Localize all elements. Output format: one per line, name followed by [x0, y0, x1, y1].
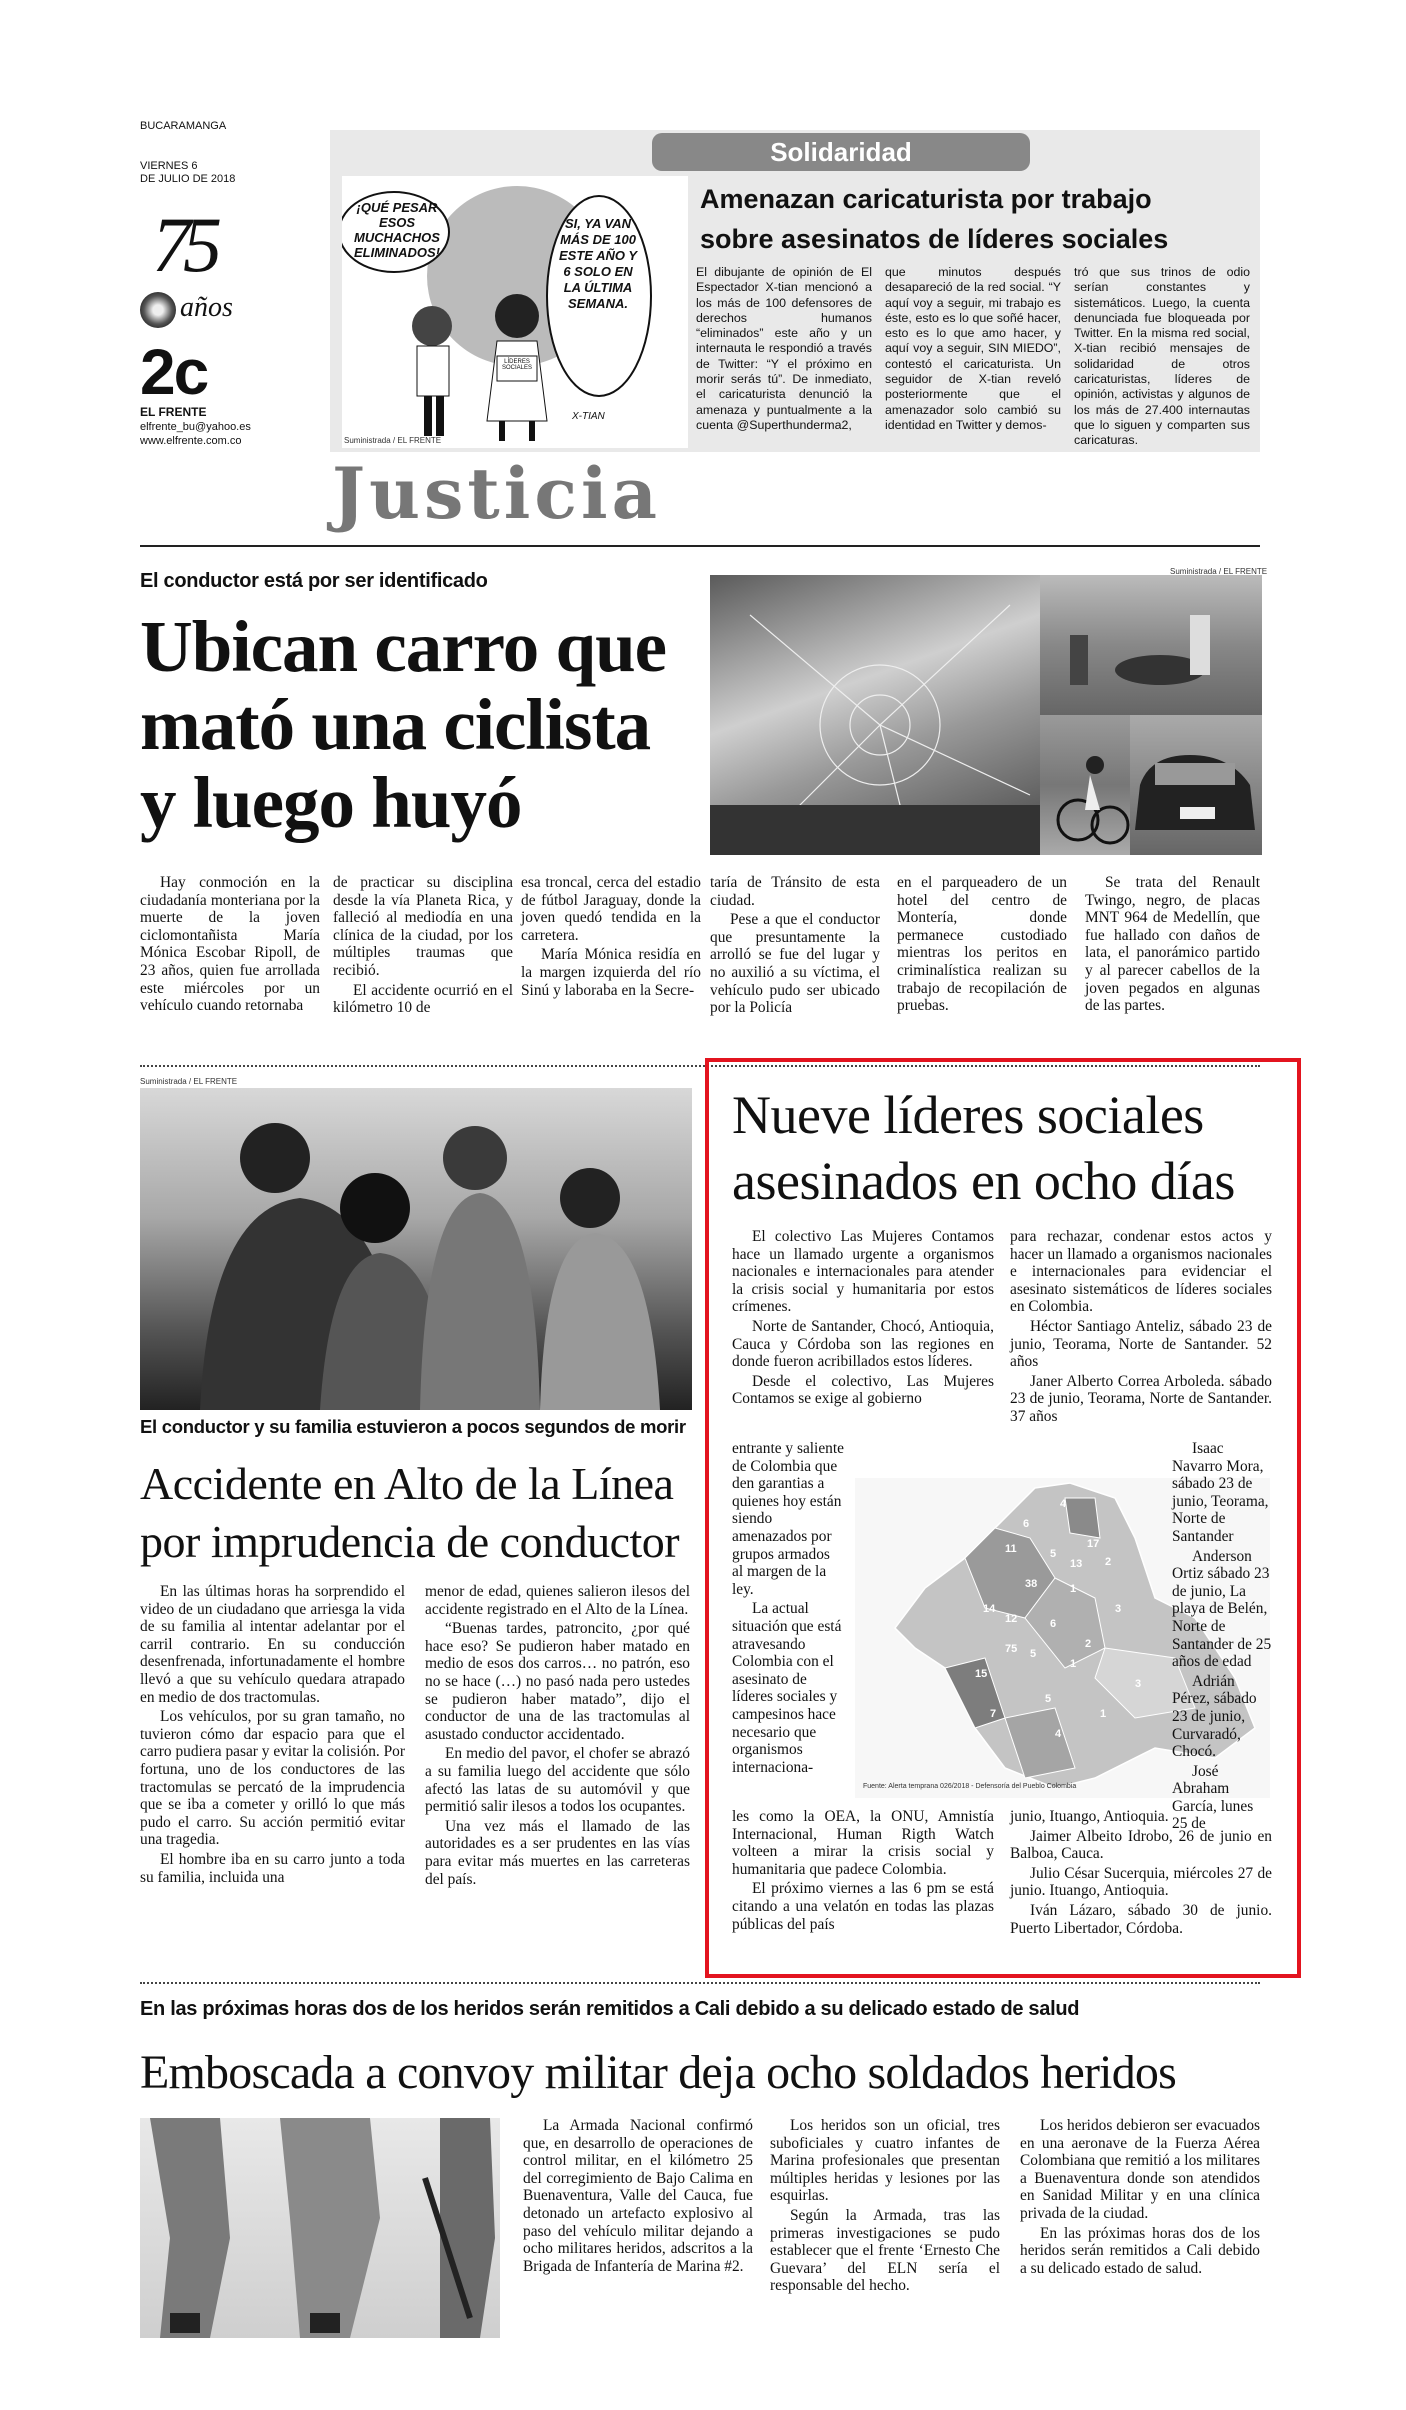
- ciclista-col-6-p1: Se trata del Renault Twingo, negro, de placas MNT 964 de Medellín, que fue hallado con daños de lata, el panorámico partido y al parecer cabellos de la joven pegados en algunas de las partes.: [1085, 874, 1260, 1015]
- lideres-col-2-p7: Iván Lázaro, sábado 30 de junio. Puerto Libertador, Córdoba.: [1010, 1901, 1272, 1937]
- map-label: 6: [1023, 1518, 1030, 1530]
- date-line-2: DE JULIO DE 2018: [140, 173, 236, 185]
- accidente-col-1-p3: El hombre iba en su carro junto a toda su familia, incluida una: [140, 1850, 405, 1886]
- map-label: 14: [983, 1603, 996, 1615]
- bubble-left-text: ¡QUÉ PESAR ESOS MUCHACHOS ELIMINADOS!: [354, 200, 440, 260]
- map-label: 5: [1045, 1693, 1052, 1705]
- accidente-col-2-p1: menor de edad, quienes salieron ilesos del accidente registrado en el Alto de la Línea.: [425, 1583, 690, 1618]
- divider-emboscada: [140, 1982, 1260, 1984]
- bubble-right-text: SI, YA VAN MÁS DE 100 ESTE AÑO Y 6 SOLO EN LA ÚLTIMA SEMANA.: [558, 216, 638, 311]
- lideres-col-2-p5: Jaimer Albeito Idrobo, 26 de junio en Balboa, Cauca.: [1010, 1827, 1272, 1863]
- map-label: 75: [1005, 1643, 1018, 1655]
- date-line-1: VIERNES 6: [140, 160, 198, 172]
- ciclista-photo-credit: Suministrada / EL FRENTE: [1170, 567, 1268, 576]
- lideres-col-1-wrap-p1: entrante y saliente de Colombia que den garantias a quienes hoy están siendo amenazados por grupos armados al margen de la ley.: [732, 1440, 844, 1598]
- accidente-kicker: El conductor y su familia estuvieron a pocos segundos de morir: [140, 1416, 686, 1437]
- cartoon: [342, 176, 688, 448]
- ciclista-col-1-p1: Hay conmoción en la ciudadanía monteriana por la muerte de la joven ciclomontañista María Mónica Escobar Ripoll, de 23 años, quien fue arrollada este miércoles por un vehículo cuando retornaba: [140, 874, 320, 1015]
- map-label: 1: [1070, 1583, 1077, 1595]
- ciclista-col-2-p2: El accidente ocurrió en el kilómetro 10 de: [333, 981, 513, 1017]
- ciclista-headline-line-3: y luego huyó: [140, 762, 522, 843]
- emboscada-col-3-p1: Los heridos debieron ser evacuados en una aeronave de la Fuerza Aérea Colombiana que remitió a los militares a Buenaventura donde son atendidos en Sanidad Militar y en una clínica privada de la ciudad.: [1020, 2117, 1260, 2222]
- accidente-col-1: [140, 1583, 405, 1888]
- emboscada-col-3-p2: En las próximas horas dos de los heridos serán remitidos a Cali debido a su delicado estado de salud.: [1020, 2224, 1260, 2277]
- lideres-col-2-bottom: [1010, 1808, 1272, 1939]
- lideres-col-1-top: [732, 1228, 994, 1410]
- solidaridad-col-3: tró que sus trinos de odio serían constantes y sistemáticos. Luego, la cuenta denunciada fue bloqueada por Twitter. En la misma red social, X-tian recibió mensajes de solidaridad de otros caricaturistas, líderes de opinión, activistas y algunos de los más de 27.400 internautas que lo siguen y comparten sus caricaturas.: [1074, 265, 1250, 448]
- solidaridad-col-1: El dibujante de opinión de El Espectador X-tian mencionó a los más de 100 defensores de derechos humanos “eliminados” este año y un internauta le respondió a través de Twitter: “Y el próximo en morir serás tú”. De inmediato, el caricaturista denunció la amenaza y puntualmente a la cuenta @Superthunderma2,: [696, 265, 872, 432]
- accidente-headline-line-2: por imprudencia de conductor: [140, 1516, 680, 1567]
- lideres-col-2-p1: para rechazar, condenar estos actos y hacer un llamado a organismos nacionales e internacionales para evidenciar el asesinato sistemáticos de líderes sociales en Colombia.: [1010, 1228, 1272, 1316]
- anniversary-dots: [140, 292, 176, 328]
- paper-name: EL FRENTE: [140, 405, 207, 419]
- emboscada-col-3: [1020, 2117, 1260, 2279]
- ciclista-photo-car: [1130, 715, 1262, 855]
- cartoon-signature: X-TIAN: [572, 411, 605, 422]
- anniversary-word: años: [180, 292, 233, 323]
- map-label: 38: [1025, 1578, 1038, 1590]
- lideres-col-2-wrap-p2: Anderson Ortiz sábado 23 de junio, La playa de Belén, Norte de Santander de 25 años de edad: [1172, 1547, 1272, 1671]
- accidente-col-2-p4: Una vez más el llamado de las autoridades es a ser prudentes en las vías para evitar más muertes en las carreteras del país.: [425, 1817, 690, 1888]
- map-label: 12: [1005, 1613, 1018, 1625]
- lideres-col-2-wrap-p4: José Abraham García, lunes 25 de: [1172, 1762, 1254, 1833]
- lideres-col-1-wrap: [732, 1440, 844, 1778]
- lideres-col-2-wrap-p3: Adrián Pérez, sábado 23 de junio, Curvaradó, Chocó.: [1172, 1672, 1257, 1761]
- paper-website: www.elfrente.com.co: [140, 435, 242, 447]
- ciclista-col-6: [1085, 874, 1260, 1017]
- ciclista-photo-cyclist: [1040, 715, 1130, 855]
- ciclista-col-2-p1: de practicar su disciplina desde la vía Planeta Rica, y falleció al mediodía en una clínica de la ciudad, por los múltiples traumas que recibió.: [333, 874, 513, 979]
- ciclista-headline-line-2: mató una ciclista: [140, 684, 651, 765]
- solidaridad-headline-1: Amenazan caricaturista por trabajo: [700, 184, 1152, 214]
- map-label: 5: [1050, 1548, 1057, 1560]
- lideres-col-1-p4: les como la OEA, la ONU, Amnistía Internacional, Human Rigth Watch volteen a mirar la crisis social y humanitaria que padece Colombia.: [732, 1808, 994, 1878]
- accidente-col-1-p1: En las últimas horas ha sorprendido el video de un ciudadano que arriesga la vida de su familia al intentar adelantar por el carril contrario. En su conducción desenfrenada, infortunadamente el hombre llevó a que su vehículo quedara atrapado en medio de dos tractomulas.: [140, 1583, 405, 1706]
- map-label: 1: [1100, 1708, 1107, 1720]
- map-label: 4: [1060, 1498, 1067, 1510]
- lideres-col-1-p5: El próximo viernes a las 6 pm se está citando a una velatón en todas las plazas públicas del país: [732, 1880, 994, 1933]
- accidente-photo-credit: Suministrada / EL FRENTE: [140, 1077, 238, 1086]
- ciclista-col-4-p1: taría de Tránsito de esta ciudad.: [710, 874, 880, 909]
- ciclista-col-2: [333, 874, 513, 1019]
- anniversary-number: 75: [152, 201, 214, 288]
- emboscada-col-1: [523, 2117, 753, 2277]
- cartoon-sign: LÍDERES SOCIALES: [501, 359, 532, 371]
- lideres-col-2-wrap-p1: Isaac Navarro Mora, sábado 23 de junio, Teorama, Norte de Santander: [1172, 1440, 1269, 1545]
- map-label: 3: [1115, 1603, 1122, 1615]
- lideres-headline-line-1: Nueve líderes sociales: [732, 1085, 1204, 1145]
- lideres-col-2-top: [1010, 1228, 1272, 1428]
- map-label: 6: [1050, 1618, 1057, 1630]
- lideres-col-1-bottom: [732, 1808, 994, 1935]
- lideres-col-2-wrap: [1172, 1440, 1272, 1835]
- paper-email: elfrente_bu@yahoo.es: [140, 421, 251, 433]
- map-label: 13: [1070, 1558, 1083, 1570]
- city-label: BUCARAMANGA: [140, 120, 227, 132]
- lideres-col-1-p1: El colectivo Las Mujeres Contamos hace un llamado urgente a organismos nacionales e internacionales para atender la crisis social y humanitaria por estos crímenes.: [732, 1228, 994, 1316]
- accidente-col-2: [425, 1583, 690, 1890]
- solidaridad-headline-2: sobre asesinatos de líderes sociales: [700, 224, 1169, 254]
- accidente-col-1-p2: Los vehículos, por su gran tamaño, no tuvieron cómo dar espacio para que el carro pudiera pasar y evitar la colisión. Por fortuna, uno de los conductores de las tractomulas se percató de la imprudencia que se iba a cometer y orilló lo que más pudo el carro. Su acción permitió evitar una tragedia.: [140, 1708, 405, 1849]
- emboscada-col-1-p1: La Armada Nacional confirmó que, en desarrollo de operaciones de control militar, en el kilómetro 25 del corregimiento de Bajo Calima en Buenaventura, Valle del Cauca, fue detonado un artefacto explosivo al paso del vehículo militar dejando a ocho militares heridos, adscritos a la Brigada de Infantería de Marina #2.: [523, 2117, 753, 2275]
- solidaridad-tag: [652, 133, 1030, 171]
- map-label: 4: [1055, 1728, 1062, 1740]
- map-label: 1: [1070, 1658, 1077, 1670]
- accidente-headline-line-1: Accidente en Alto de la Línea: [140, 1458, 674, 1509]
- lideres-headline: [732, 1082, 1235, 1214]
- accidente-headline: [140, 1455, 679, 1571]
- emboscada-col-2-p2: Según la Armada, tras las primeras investigaciones se pudo establecer que el frente ‘Ernesto Che Guevara’ del ELN sería el responsable del hecho.: [770, 2206, 1000, 2295]
- emboscada-col-2: [770, 2117, 1000, 2297]
- lideres-col-1-p3: Desde el colectivo, Las Mujeres Contamos se exige al gobierno: [732, 1372, 994, 1408]
- map-source: Fuente: Alerta temprana 026/2018 - Defensoría del Pueblo Colombia: [863, 1783, 1077, 1790]
- map-label: 17: [1087, 1538, 1100, 1550]
- ciclista-headline: [140, 608, 666, 842]
- lideres-col-2-p2: Héctor Santiago Anteliz, sábado 23 de junio, Teorama, Norte de Santander. 52 años: [1010, 1317, 1272, 1371]
- map-label: 2: [1105, 1556, 1112, 1568]
- map-label: 7: [990, 1708, 997, 1720]
- ciclista-headline-line-1: Ubican carro que: [140, 606, 667, 687]
- page-number: 2c: [140, 336, 208, 408]
- map-label: 2: [1085, 1638, 1092, 1650]
- ciclista-col-3-p2: María Mónica residía en la margen izquierda del río Sinú y laboraba en la Secre-: [521, 946, 701, 999]
- lideres-col-2-p3: Janer Alberto Correa Arboleda. sábado 23 de junio, Teorama, Norte de Santander. 37 años: [1010, 1372, 1272, 1425]
- accidente-col-2-p2: “Buenas tardes, patroncito, ¿por qué hace eso? Se pudieron haber matado en medio de esos dos carros… no patrón, eso no se hace (…) no pasó nada pero ustedes se pudieron haber matado”, dijo el conductor de una de las tractomulas al asustado conductor accidentado.: [425, 1620, 690, 1743]
- accidente-photo: [140, 1088, 692, 1410]
- emboscada-headline: Emboscada a convoy militar deja ocho soldados heridos: [140, 2046, 1176, 2099]
- ciclista-col-1: [140, 874, 320, 1017]
- map-label: 3: [1135, 1678, 1142, 1690]
- emboscada-kicker: En las próximas horas dos de los heridos serán remitidos a Cali debido a su delicado estado de salud: [140, 1998, 1080, 2020]
- section-rule: [140, 545, 1260, 547]
- ciclista-col-4: [710, 874, 880, 1019]
- map-label: 15: [975, 1668, 988, 1680]
- lideres-col-2-p4: junio, Ituango, Antioquia.: [1010, 1808, 1169, 1825]
- ciclista-photo-windshield: [710, 575, 1040, 855]
- accidente-col-2-p3: En medio del pavor, el chofer se abrazó a su familia luego del accidente que sólo afectó las latas de su automóvil y que permitió salir ilesos a todos los ocupantes.: [425, 1745, 690, 1816]
- lideres-col-2-p6: Julio César Sucerquia, miércoles 27 de junio. Ituango, Antioquia.: [1010, 1864, 1272, 1900]
- emboscada-col-2-p1: Los heridos son un oficial, tres suboficiales y cuatro infantes de Marina profesionales que presentan múltiples heridas y lesiones por las esquirlas.: [770, 2117, 1000, 2205]
- solidaridad-col-2: que minutos después desapareció de la red social. “Y aquí voy a seguir, mi trabajo es éste, esto es lo que soñé hacer, esto es lo que amo hacer, y aquí voy a seguir, SIN MIEDO”, contestó el caricaturista. Un seguidor de X-tian reveló posteriormente que el amenazador solo cambió su identidad en Twitter y demos-: [885, 265, 1061, 432]
- lideres-col-1-wrap-p2: La actual situación que está atravesando Colombia con el asesinato de líderes sociales y campesinos hace necesario que organismos internaciona-: [732, 1600, 842, 1776]
- ciclista-col-4-p2: Pese a que el conductor que presuntamente la arrolló se fue del lugar y no auxilió a su víctima, el vehículo pudo ser ubicado por la Policía: [710, 911, 880, 1017]
- ciclista-col-3-p1: esa troncal, cerca del estadio de fútbol Jaraguay, donde la joven quedó tendida en la carretera.: [521, 874, 701, 944]
- lideres-headline-line-2: asesinados en ocho días: [732, 1151, 1235, 1211]
- emboscada-photo: [140, 2118, 500, 2338]
- anniversary-logo: [140, 200, 250, 330]
- ciclista-col-5-p1: en el parqueadero de un hotel del centro de Montería, donde permanece custodiado mientras los peritos en criminalística realizan su trabajo de recopilación de pruebas.: [897, 874, 1067, 1015]
- ciclista-kicker: El conductor está por ser identificado: [140, 570, 488, 592]
- section-title: Justicia: [332, 452, 661, 535]
- lideres-col-1-p2: Norte de Santander, Chocó, Antioquia, Cauca y Córdoba son las regiones en donde fueron acribillados estos líderes.: [732, 1317, 994, 1371]
- ciclista-col-5: [897, 874, 1067, 1017]
- ciclista-photo-scene: [1040, 575, 1262, 715]
- ciclista-col-3: [521, 874, 701, 1001]
- map-label: 5: [1030, 1648, 1037, 1660]
- solidaridad-tag-label: Solidaridad: [770, 137, 912, 167]
- cartoon-credit: Suministrada / EL FRENTE: [344, 436, 442, 445]
- map-label: 11: [1005, 1543, 1017, 1555]
